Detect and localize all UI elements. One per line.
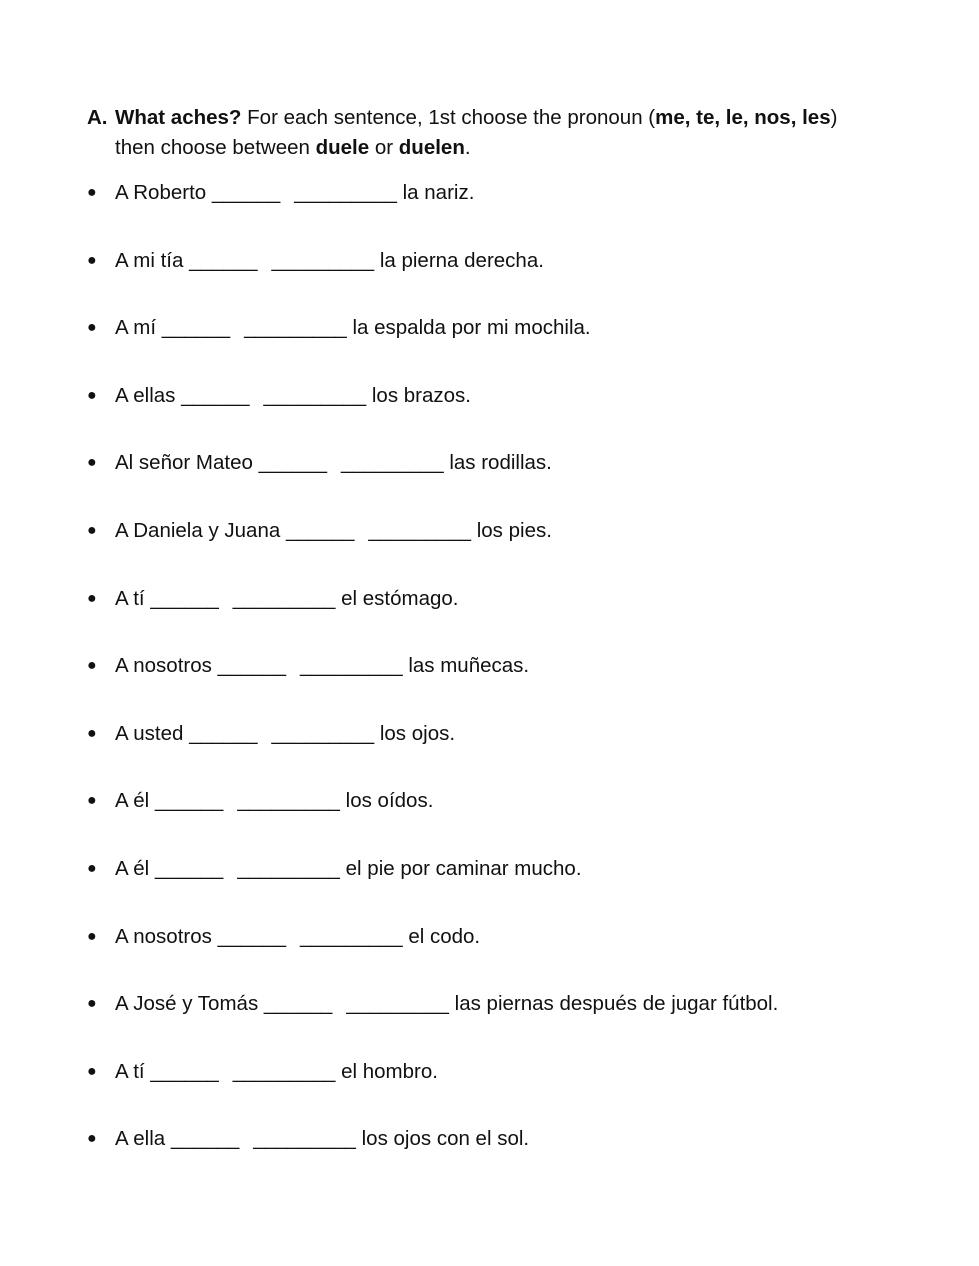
pronoun-blank[interactable]: ______ (150, 1059, 219, 1083)
verb-blank[interactable]: _________ (300, 654, 403, 678)
pronoun-blank[interactable]: ______ (161, 316, 231, 340)
verb-blank[interactable]: _________ (253, 1127, 356, 1151)
sentence-subject: A José y Tomás (115, 992, 259, 1016)
sentence (115, 922, 480, 952)
pronoun-options: me, te, le, nos, les (655, 106, 831, 129)
sentence-subject: A tí (115, 1059, 145, 1083)
list-item (87, 854, 947, 922)
sentence-subject: A usted (115, 721, 184, 745)
sentence-subject: A Roberto (115, 181, 207, 204)
sentence (115, 854, 582, 884)
exercise-label: A. (87, 106, 108, 129)
sentence (115, 178, 474, 208)
list-item (87, 651, 947, 719)
bullet-icon: ● (87, 386, 97, 404)
sentence-ending: los ojos con el sol. (361, 1127, 530, 1151)
sentence-subject: A mi tía (115, 248, 184, 272)
exercise-instruction (87, 103, 947, 163)
bullet-icon: ● (87, 251, 97, 269)
sentence (115, 448, 552, 478)
list-item (87, 584, 947, 652)
pronoun-blank[interactable]: ______ (154, 856, 224, 880)
pronoun-blank[interactable]: ______ (170, 1127, 240, 1151)
verb-blank[interactable]: _________ (244, 316, 347, 340)
bullet-icon: ● (87, 521, 97, 539)
list-item (87, 1057, 947, 1125)
sentence-ending: las muñecas. (408, 654, 530, 678)
pronoun-blank[interactable]: ______ (154, 789, 224, 813)
sentence (115, 786, 433, 816)
list-item (87, 786, 947, 854)
verb-blank[interactable]: _________ (341, 451, 444, 475)
sentence (115, 381, 471, 411)
verb-blank[interactable]: _________ (271, 248, 375, 272)
sentence-ending: el pie por caminar mucho. (345, 856, 582, 880)
verb-option-duele: duele (315, 136, 370, 159)
sentence-ending: los brazos. (371, 383, 471, 407)
sentence (115, 313, 591, 343)
sentence-ending: los pies. (476, 518, 552, 542)
instruction-part-3: then choose between (115, 136, 316, 159)
sentence-ending: los ojos. (379, 721, 456, 745)
sentence-ending: el hombro. (341, 1059, 438, 1083)
list-item (87, 448, 947, 516)
sentence-ending: la espalda por mi mochila. (352, 316, 591, 340)
sentence-list (87, 178, 947, 1192)
verb-blank[interactable]: _________ (232, 586, 336, 610)
sentence-subject: A tí (115, 586, 145, 610)
sentence (115, 651, 529, 681)
pronoun-blank[interactable]: ______ (189, 721, 258, 745)
bullet-icon: ● (87, 589, 97, 607)
list-item (87, 989, 947, 1057)
sentence-ending: el estómago. (341, 586, 459, 610)
pronoun-blank[interactable]: ______ (217, 654, 286, 678)
pronoun-blank[interactable]: ______ (217, 924, 286, 948)
bullet-icon: ● (87, 995, 97, 1013)
list-item (87, 246, 947, 314)
verb-blank[interactable]: _________ (346, 992, 449, 1016)
sentence-ending: las piernas después de jugar fútbol. (454, 992, 779, 1016)
sentence-subject: A ella (115, 1127, 166, 1151)
verb-blank[interactable]: _________ (300, 924, 403, 948)
list-item (87, 381, 947, 449)
instruction-part-1: For each sentence, 1st choose the pronoun ( (241, 106, 656, 129)
instruction-text (115, 103, 947, 163)
pronoun-blank[interactable]: ______ (285, 518, 355, 542)
list-item (87, 178, 947, 246)
instruction-part-5: . (464, 136, 471, 159)
sentence-subject: A nosotros (115, 654, 212, 678)
sentence-subject: A él (115, 856, 150, 880)
verb-blank[interactable]: _________ (271, 721, 375, 745)
sentence-subject: A Daniela y Juana (115, 518, 281, 542)
pronoun-blank[interactable]: ______ (150, 586, 219, 610)
pronoun-blank[interactable]: ______ (181, 383, 250, 407)
sentence (115, 1124, 529, 1154)
bullet-icon: ● (87, 1130, 97, 1148)
list-item (87, 1124, 947, 1192)
pronoun-blank[interactable]: ______ (211, 181, 281, 204)
sentence-ending: los oídos. (345, 789, 434, 813)
sentence-subject: A ellas (115, 383, 176, 407)
instruction-part-4: or (369, 136, 399, 159)
verb-blank[interactable]: _________ (232, 1059, 336, 1083)
verb-blank[interactable]: _________ (294, 181, 397, 204)
bullet-icon: ● (87, 1062, 97, 1080)
sentence-subject: A él (115, 789, 150, 813)
sentence (115, 516, 552, 546)
bullet-icon: ● (87, 319, 97, 337)
sentence-ending: la pierna derecha. (379, 248, 544, 272)
bullet-icon: ● (87, 724, 97, 742)
pronoun-blank[interactable]: ______ (189, 248, 258, 272)
sentence (115, 989, 778, 1019)
bullet-icon: ● (87, 454, 97, 472)
bullet-icon: ● (87, 184, 97, 201)
list-item (87, 922, 947, 990)
sentence-subject: A mí (115, 316, 157, 340)
verb-blank[interactable]: _________ (368, 518, 472, 542)
instruction-part-2: ) (830, 106, 838, 129)
bullet-icon: ● (87, 927, 97, 945)
sentence-ending: la nariz. (402, 181, 475, 204)
sentence (115, 719, 455, 749)
list-item (87, 516, 947, 584)
list-item (87, 719, 947, 787)
pronoun-blank[interactable]: ______ (263, 992, 333, 1016)
sentence-ending: las rodillas. (449, 451, 552, 475)
sentence-subject: A nosotros (115, 924, 212, 948)
sentence (115, 1057, 438, 1087)
verb-blank[interactable]: _________ (237, 856, 340, 880)
verb-blank[interactable]: _________ (263, 383, 367, 407)
sentence (115, 246, 544, 276)
sentence-ending: el codo. (408, 924, 481, 948)
sentence-subject: Al señor Mateo (115, 451, 253, 475)
list-item (87, 313, 947, 381)
sentence (115, 584, 458, 614)
verb-option-duelen: duelen (398, 136, 465, 159)
bullet-icon: ● (87, 792, 97, 810)
pronoun-blank[interactable]: ______ (258, 451, 327, 475)
verb-blank[interactable]: _________ (237, 789, 340, 813)
bullet-icon: ● (87, 859, 97, 877)
exercise-title: What aches? (115, 106, 242, 129)
bullet-icon: ● (87, 657, 97, 675)
